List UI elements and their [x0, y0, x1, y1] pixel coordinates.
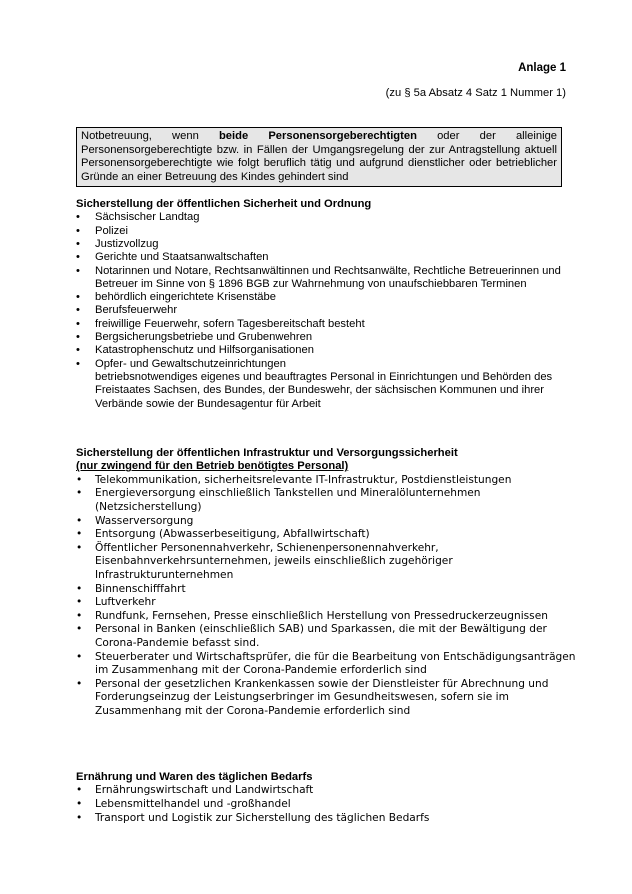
bullet-icon: •: [76, 596, 83, 609]
bullet-icon: •: [76, 623, 83, 636]
bullet-icon: •: [76, 238, 80, 250]
bullet-icon: •: [76, 251, 80, 264]
list-item: • Katastrophenschutz und Hilfsorganisationen: [76, 344, 314, 357]
list-item: • freiwillige Feuerwehr, sofern Tagesbereitschaft besteht: [76, 317, 365, 330]
item-list: [76, 474, 576, 719]
list-item: • Personal in Banken (einschließlich SAB) und Sparkassen, die mit der Bewältigung der Corona-Pandemie befasst sind.: [76, 623, 547, 649]
bullet-icon: •: [76, 784, 83, 797]
annex-heading: Anlage 1: [518, 62, 566, 74]
bullet-icon: •: [76, 541, 83, 554]
bullet-icon: •: [76, 331, 80, 344]
list-item: • Wasserversorgung: [76, 514, 194, 527]
list-item: • Berufsfeuerwehr: [76, 304, 178, 317]
list-item: • Polizei: [76, 224, 128, 237]
list-item: • Notarinnen und Notare, Rechtsanwältinnen und Rechtsanwälte, Rechtliche Betreuerinnen und Betreuer im Sinne von § 1896 BGB zur Wahrnehmung von unaufschiebbaren Terminen: [76, 264, 561, 290]
list-item: • Binnenschifffahrt: [76, 582, 186, 595]
list-item: • Steuerberater und Wirtschaftsprüfer, die für die Bearbeitung von Entschädigungsanträgen im Zusammenhang mit der Corona-Pandemie erforderlich sind: [76, 650, 576, 677]
bullet-icon: •: [76, 811, 83, 824]
list-item: • Rundfunk, Fernsehen, Presse einschließlich Herstellung von Pressedruckerzeugnissen: [76, 609, 548, 622]
bullet-icon: •: [76, 291, 80, 304]
bullet-icon: •: [76, 677, 83, 690]
intro-box: [76, 127, 562, 187]
bullet-icon: •: [76, 357, 80, 370]
intro-text-1: Notbetreuung, wenn: [81, 130, 219, 142]
section-title: Ernährung und Waren des täglichen Bedarfs: [76, 771, 313, 783]
list-item: • Lebensmittelhandel und -großhandel: [76, 798, 291, 810]
bullet-icon: •: [76, 211, 80, 224]
item-list: [76, 784, 576, 825]
bullet-icon: •: [76, 528, 83, 541]
list-item: • Telekommunikation, sicherheitsrelevante IT-Infrastruktur, Postdienstleistungen: [76, 473, 512, 486]
bullet-icon: •: [76, 344, 80, 357]
list-item: • behördlich eingerichtete Krisenstäbe: [76, 291, 276, 304]
list-item: • Öffentlicher Personennahverkehr, Schienenpersonennahverkehr, Eisenbahnverkehrsunternehmen, jeweils einschließlich zugehöriger Infrastrukturunternehmen: [76, 541, 453, 581]
list-item: • Personal der gesetzlichen Krankenkassen sowie der Dienstleister für Abrechnung und Forderungseinzug der Leistungserbringer im Gesundheitswesen, sofern sie im Zusammenhang mit der Corona-Pandemie erforderlich sind: [76, 677, 549, 717]
section-public-safety: [76, 198, 576, 411]
list-item: • Gerichte und Staatsanwaltschaften: [76, 251, 269, 264]
intro-bold: beide Personensorgeberechtigten: [218, 130, 417, 142]
item-list: [76, 211, 576, 410]
list-item: • Entsorgung (Abwasserbeseitigung, Abfallwirtschaft): [76, 528, 370, 541]
list-item: • Bergsicherungsbetriebe und Grubenwehren: [76, 331, 313, 344]
bullet-icon: •: [76, 224, 80, 237]
section-subtitle: (nur zwingend für den Betrieb benötigtes Personal): [76, 460, 349, 473]
intro-text-2: oder der alleinige Personensorgeberechtigte bzw. in Fällen der Umgangsregelung der zur Antragstellung aktuell Personensorgeberechtigte wie folgt beruflich tätig und aufgrund dienstlicher oder betrieblicher Gründe an einer Betreuung des Kindes gehindert sind: [81, 130, 558, 183]
bullet-icon: •: [76, 582, 83, 595]
bullet-icon: •: [76, 264, 80, 277]
list-item-continuation: betriebsnotwendiges eigenes und beauftragtes Personal in Einrichtungen und Behörden des Freistaates Sachsen, des Bundes, der Bundeswehr, der sächsischen Kommunen und ihrer Verbände sowie der Bundesagentur für Arbeit: [95, 370, 553, 410]
bullet-icon: •: [76, 514, 83, 527]
bullet-icon: •: [76, 798, 83, 810]
list-item: • Ernährungswirtschaft und Landwirtschaft: [76, 784, 314, 797]
bullet-icon: •: [76, 609, 83, 622]
list-item: • Transport und Logistik zur Sicherstellung des täglichen Bedarfs: [76, 811, 430, 824]
section-daily-needs: [76, 771, 576, 825]
list-item: • Sächsischer Landtag: [76, 211, 200, 224]
list-item: • Opfer- und Gewaltschutzeinrichtungen betriebsnotwendiges eigenes und beauftragtes Personal in Einrichtungen und Behörden des Freistaates Sachsen, des Bundes, der Bundeswehr, der sächsischen Kommunen und ihrer Verbände sowie der Bundesagentur für Arbeit: [76, 358, 576, 411]
list-item: • Justizvollzug: [76, 238, 159, 250]
bullet-icon: •: [76, 473, 83, 486]
bullet-icon: •: [76, 317, 80, 330]
list-item: • Luftverkehr: [76, 596, 156, 609]
section-title: Sicherstellung der öffentlichen Sicherheit und Ordnung: [76, 198, 372, 210]
section-title: Sicherstellung der öffentlichen Infrastruktur und Versorgungssicherheit: [76, 447, 458, 459]
list-item: • Energieversorgung einschließlich Tankstellen und Mineralölunternehmen (Netzsicherstellung): [76, 487, 481, 513]
section-infrastructure: [76, 447, 576, 719]
bullet-icon: •: [76, 650, 83, 663]
bullet-icon: •: [76, 304, 80, 317]
legal-reference: (zu § 5a Absatz 4 Satz 1 Nummer 1): [385, 87, 566, 99]
bullet-icon: •: [76, 487, 83, 500]
